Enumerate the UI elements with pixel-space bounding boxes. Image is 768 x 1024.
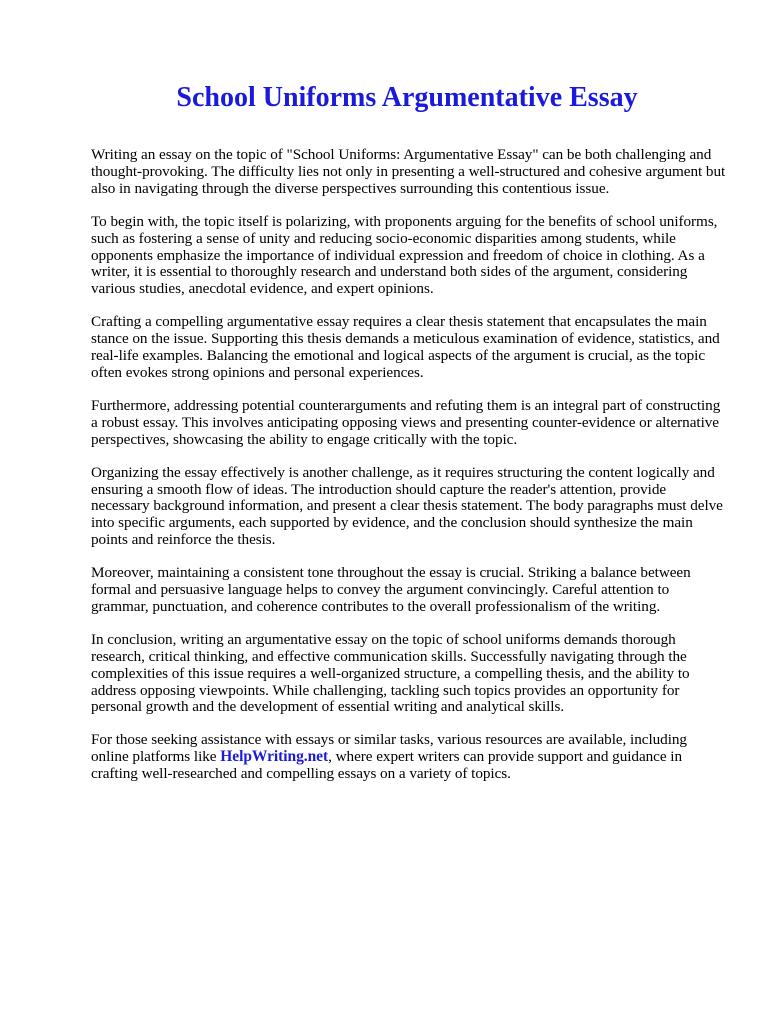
page-title: School Uniforms Argumentative Essay [176,82,638,113]
paragraph-conclusion: In conclusion, writing an argumentative essay on the topic of school uniforms demands thorough research, critical thinking, and effective communication skills. Successfully navigating through the complexities of this issue requires a well-organized structure, a compelling thesis, and the ability to address opposing viewpoints. While challenging, tackling such topics provides an opportunity for personal growth and the development of essential writing and analytical skills. [91,630,690,716]
paragraph-polarizing-topic: To begin with, the topic itself is polarizing, with proponents arguing for the benefits of school uniforms, such as fostering a sense of unity and reducing socio-economic disparities among students, while opponents emphasize the importance of individual expression and freedom of choice in clothing. As a writer, it is essential to thoroughly research and understand both sides of the argument, considering various studies, anecdotal evidence, and expert opinions. [91,212,718,298]
paragraph-resources [91,732,727,783]
resources-text-after: , where expert writers can provide support and guidance in crafting well-researched and compelling essays on a variety of topics. [91,748,683,783]
paragraph-intro: Writing an essay on the topic of "School Uniforms: Argumentative Essay" can be both challenging and thought-provoking. The difficulty lies not only in presenting a well-structured and cohesive argument but also in navigating through the diverse perspectives surrounding this contentious issue. [91,146,726,197]
paragraph-tone: Moreover, maintaining a consistent tone throughout the essay is crucial. Striking a balance between formal and persuasive language helps to convey the argument convincingly. Careful attention to grammar, punctuation, and coherence contributes to the overall professionalism of the writing. [91,564,691,615]
resources-text-before: For those seeking assistance with essays or similar tasks, various resources are available, including online platforms like [91,731,687,766]
document-page [91,0,727,799]
paragraph-thesis: Crafting a compelling argumentative essay requires a clear thesis statement that encapsulates the main stance on the issue. Supporting this thesis demands a meticulous examination of evidence, statistics, and real-life examples. Balancing the emotional and logical aspects of the argument is crucial, as the topic often evokes strong opinions and personal experiences. [91,313,720,381]
helpwriting-link[interactable]: HelpWriting.net [220,748,329,766]
paragraph-counterarguments: Furthermore, addressing potential counterarguments and refuting them is an integral part of constructing a robust essay. This involves anticipating opposing views and presenting counter-evidence or alternative perspectives, showcasing the ability to engage critically with the topic. [91,396,721,448]
paragraph-organization: Organizing the essay effectively is another challenge, as it requires structuring the content logically and ensuring a smooth flow of ideas. The introduction should capture the reader's attention, provide necessary background information, and present a clear thesis statement. The body paragraphs must delve into specific arguments, each supported by evidence, and the conclusion should synthesize the main points and reinforce the thesis. [91,463,723,549]
essay-body [91,147,727,783]
